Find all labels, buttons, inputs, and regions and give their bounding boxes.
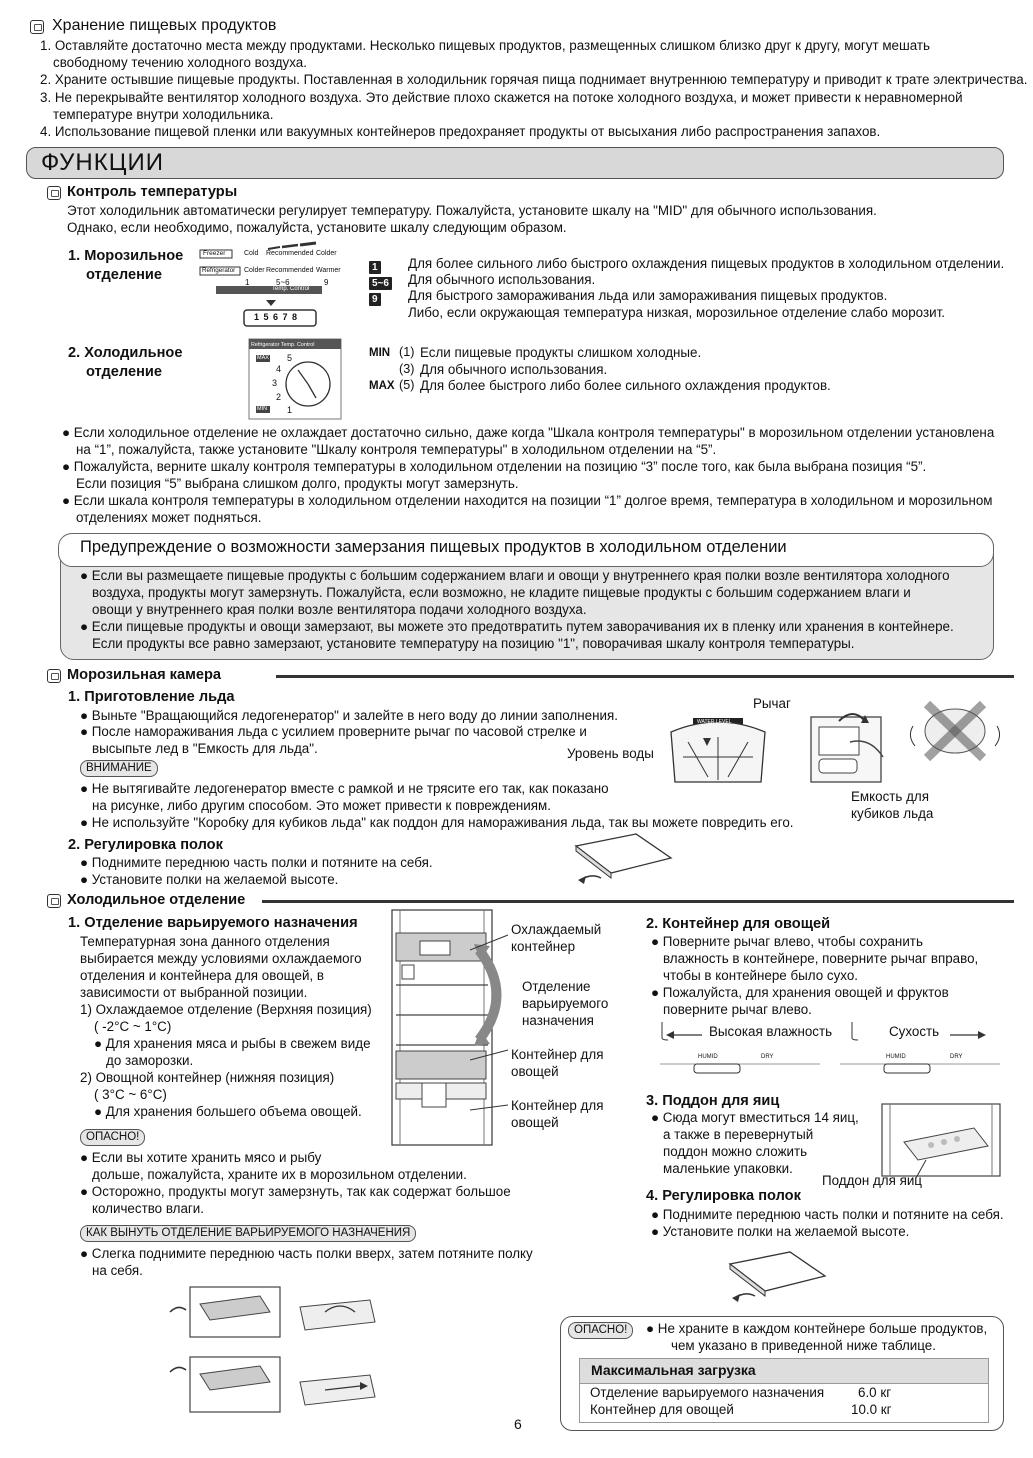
storage-line: 3. Не перекрывайте вентилятор холодного воздуха. Это действие плохо скажется на потоке холодного воздуха, и может привести к неравномерной <box>40 90 963 105</box>
variable-compartment-label: Отделение <box>522 979 591 994</box>
variable-line: зависимости от выбранной позиции. <box>80 985 308 1000</box>
variable-line: до заморозки. <box>106 1053 194 1068</box>
variable-line: ( 3°C ~ 6°C) <box>94 1087 167 1102</box>
dial-1: 1 <box>287 405 293 415</box>
load-row-value: 10.0 кг <box>851 1402 892 1417</box>
load-row-value: 6.0 кг <box>858 1385 892 1400</box>
warning-title: Предупреждение о возможности замерзания пищевых продуктов в холодильном отделении <box>80 538 787 556</box>
fridge-shelf-title: 4. Регулировка полок <box>646 1188 801 1204</box>
panel-freezer: Freezer <box>203 250 226 257</box>
temp-note: отделениях может подняться. <box>76 510 262 525</box>
ice-line: ● После намораживания льда с усилием проверните рычаг по часовой стрелке и <box>80 724 587 739</box>
temp-intro: Однако, если необходимо, пожалуйста, установите шкалу следующим образом. <box>67 220 567 235</box>
attention-tag: ВНИМАНИЕ <box>80 760 158 777</box>
section-icon <box>47 669 61 683</box>
dry-mark: DRY <box>950 1054 963 1060</box>
dry-label: Сухость <box>889 1024 940 1039</box>
remove-line: на себя. <box>92 1263 143 1278</box>
freezer-shelf-title: 2. Регулировка полок <box>68 837 223 853</box>
variable-line: отделения и контейнера для овощей, в <box>80 968 324 983</box>
panel-n56: 5~6 <box>276 278 290 287</box>
warning-line: ● Если вы размещаете пищевые продукты с большим содержанием влаги и овощи у внутреннего края полки возле вентилятора холодного <box>80 568 950 583</box>
load-row-name: Отделение варьируемого назначения <box>590 1385 825 1400</box>
freezer-text: Для обычного использования. <box>408 272 596 287</box>
label-pointers <box>470 925 510 1125</box>
ice-title: 1. Приготовление льда <box>68 689 235 705</box>
veg-line: влажность в контейнере, поверните рычаг вправо, <box>663 951 979 966</box>
fridge-shelf-line: ● Поднимите переднюю часть полки и потяните на себя. <box>651 1207 1004 1222</box>
freezer-text: Либо, если окружающая температура низкая, морозильное отделение слабо морозит. <box>408 305 945 320</box>
ice-line: ● Выньте "Вращающийся ледогенератор" и залейте в него воду до линии заполнения. <box>80 708 618 723</box>
danger-line: ● Осторожно, продукты могут замерзнуть, так как содержат большое <box>80 1184 511 1199</box>
section-rule <box>262 900 1014 903</box>
panel-tempcontrol: Temp. Control <box>272 286 310 292</box>
fridge-n3: (3) <box>399 362 415 376</box>
panel-recommended: Recommended <box>266 250 314 257</box>
cool-container-label: контейнер <box>511 939 576 954</box>
load-row-name: Контейнер для овощей <box>590 1402 734 1417</box>
panel-recommended2: Recommended <box>266 267 314 274</box>
shelf-adjust-illustration <box>566 828 676 890</box>
dial-max: MAX <box>257 355 269 361</box>
freezer-shelf-line: ● Поднимите переднюю часть полки и потяните на себя. <box>80 855 433 870</box>
warning-line: ● Если пищевые продукты и овощи замерзают, вы можете это предотвратить путем заворачивания их в пленку или хранения в контейнере. <box>80 619 954 634</box>
veg-container-label: овощей <box>511 1064 559 1079</box>
cool-container-label: Охлаждаемый <box>511 922 602 937</box>
dial-min: MIN <box>257 406 268 412</box>
load-line: ● Не храните в каждом контейнере больше продуктов, <box>646 1321 988 1336</box>
variable-compartment-label: назначения <box>522 1013 594 1028</box>
shelf-adjust-illustration <box>720 1246 830 1308</box>
lever-label: Рычаг <box>753 696 791 711</box>
variable-line: выбирается между условиями охлаждаемого <box>80 951 362 966</box>
dial-5: 5 <box>287 353 293 363</box>
fridge-text: Для более быстрого либо более сильного охлаждения продуктов. <box>420 378 831 393</box>
remove-tag: КАК ВЫНУТЬ ОТДЕЛЕНИЕ ВАРЬИРУЕМОГО НАЗНАЧЕНИЯ <box>80 1225 416 1242</box>
veg-line: чтобы в контейнере было сухо. <box>663 968 859 983</box>
egg-line: а также в перевернутый <box>663 1127 814 1142</box>
humid-mark: HUMID <box>698 1054 718 1060</box>
veg-container-label: Контейнер для <box>511 1047 604 1062</box>
egg-line: маленькие упаковки. <box>663 1161 793 1176</box>
warning-line: овощи у внутреннего края полки возле вентилятора подачи холодного воздуха. <box>92 602 587 617</box>
humid-mark: HUMID <box>886 1054 906 1060</box>
veg-line: ● Пожалуйста, для хранения овощей и фруктов <box>651 985 949 1000</box>
dial-4: 4 <box>276 364 282 374</box>
do-not-shake-illustration <box>905 686 1005 776</box>
attention-line: ● Не используйте "Коробку для кубиков льда" как поддон для намораживания льда, так вы можете повредить его. <box>80 815 794 830</box>
remove-line: ● Слегка поднимите переднюю часть полки вверх, затем потяните полку <box>80 1246 533 1261</box>
temp-note: ● Если шкала контроля температуры в холодильном отделении находится на позиции “1” долгое время, температура в холодильном и морозильном <box>62 493 993 508</box>
fridge-max: MAX <box>369 380 395 392</box>
egg-line: поддон можно сложить <box>663 1144 808 1159</box>
veg-container-label: овощей <box>511 1115 559 1130</box>
danger-tag: ОПАСНО! <box>568 1322 633 1339</box>
section-icon <box>47 894 61 908</box>
fridge-text: Если пищевые продукты слишком холодные. <box>420 345 702 360</box>
functions-header <box>26 147 1004 179</box>
storage-line: 2. Храните остывшие пищевые продукты. Поставленная в холодильник горячая пища поднимает внутреннюю температуру и приводит к трате электричества. <box>40 72 1028 87</box>
egg-line: ● Сюда могут вместиться 14 яиц, <box>651 1110 859 1125</box>
freezer-key-56: 5~6 <box>369 273 392 291</box>
panel-refrigerator: Refrigerator <box>202 267 236 274</box>
variable-line: ● Для хранения большего объема овощей. <box>94 1104 362 1119</box>
dial-3: 3 <box>272 378 278 388</box>
danger-line: ● Если вы хотите хранить мясо и рыбу <box>80 1150 322 1165</box>
fridge-shelf-line: ● Установите полки на желаемой высоте. <box>651 1224 910 1239</box>
veg-container-label: Контейнер для <box>511 1098 604 1113</box>
freezer-text: Для более сильного либо быстрого охлаждения пищевых продуктов в холодильном отделении. <box>408 256 1005 271</box>
attention-line: на рисунке, либо другим способом. Это может привести к повреждениям. <box>92 798 551 813</box>
fridge-label: 2. Холодильное <box>68 345 183 361</box>
egg-tray-illustration <box>876 1098 1006 1183</box>
temp-note: ● Пожалуйста, верните шкалу контроля температуры в холодильном отделении на позицию “3” после того, как была выбрана позиция “5”. <box>62 459 927 474</box>
temp-intro: Этот холодильник автоматически регулирует температуру. Пожалуйста, установите шкалу на "MID" для обычного использования. <box>67 203 877 218</box>
temp-note: ● Если холодильное отделение не охлаждает достаточно сильно, даже когда "Шкала контроля температуры" в морозильном отделении установлена <box>62 425 995 440</box>
temp-title: Контроль температуры <box>67 184 238 200</box>
ice-maker-lever-illustration <box>795 707 891 787</box>
panel-colder2: Colder <box>244 267 265 274</box>
fridge-n5: (5) <box>399 378 415 392</box>
dial-title: Refrigerator Temp. Control <box>251 342 315 348</box>
variable-title: 1. Отделение варьируемого назначения <box>68 915 358 931</box>
panel-n1: 1 <box>245 278 250 287</box>
max-load-title: Максимальная загрузка <box>591 1362 756 1378</box>
freezer-shelf-line: ● Установите полки на желаемой высоте. <box>80 872 339 887</box>
functions-title: ФУНКЦИИ <box>41 149 164 176</box>
warning-line: Если продукты все равно замерзают, установите температуру на позицию "1", поворачивая шкалу контроля температуры. <box>92 636 855 651</box>
panel-n9: 9 <box>324 278 329 287</box>
temp-note: на “1”, пожалуйста, также установите "Шкалу контроля температуры" в холодильном отделении на “5”. <box>76 442 717 457</box>
section-rule <box>276 675 1014 678</box>
high-humidity-label: Высокая влажность <box>709 1024 833 1039</box>
page-number: 6 <box>514 1416 522 1432</box>
fridge-n1: (1) <box>399 345 415 359</box>
storage-line: температуре внутри холодильника. <box>53 107 274 122</box>
variable-line: 2) Овощной контейнер (нижняя позиция) <box>80 1070 335 1085</box>
storage-title: Хранение пищевых продуктов <box>52 17 277 34</box>
storage-line: 4. Использование пищевой пленки или вакуумных контейнеров предохраняет продукты от высыхания либо распространения запахов. <box>40 124 881 139</box>
attention-line: ● Не вытягивайте ледогенератор вместе с рамкой и не трясите его так, как показано <box>80 781 609 796</box>
freezer-key-9: 9 <box>369 289 381 307</box>
danger-line: дольше, пожалуйста, храните их в морозильном отделении. <box>92 1167 467 1182</box>
temp-note: Если позиция “5” выбрана слишком долго, продукты могут замерзнуть. <box>76 476 519 491</box>
veg-title: 2. Контейнер для овощей <box>646 916 831 932</box>
ice-box-label: кубиков льда <box>851 806 934 821</box>
fridge-title: Холодильное отделение <box>67 892 246 908</box>
variable-line: Температурная зона данного отделения <box>80 934 330 949</box>
remove-drawer-illustration <box>160 1282 410 1422</box>
variable-line: ● Для хранения мяса и рыбы в свежем виде <box>94 1036 371 1051</box>
dry-mark: DRY <box>761 1054 774 1060</box>
dial-2: 2 <box>276 392 282 402</box>
section-icon <box>47 186 61 200</box>
freezer-label: 1. Морозильное <box>68 248 184 264</box>
panel-colder: Colder <box>316 250 337 257</box>
veg-line: ● Поверните рычаг влево, чтобы сохранить <box>651 934 923 949</box>
fridge-label: отделение <box>86 364 162 380</box>
panel-digits: 1 5 6 7 8 <box>254 312 299 322</box>
ice-line: высыпьте лед в "Емкость для льда". <box>92 741 318 756</box>
danger-line: количество влаги. <box>92 1201 204 1216</box>
ice-box-label: Емкость для <box>851 789 929 804</box>
storage-line: 1. Оставляйте достаточно места между продуктами. Несколько пищевых продуктов, размещенных слишком близко друг к другу, могут мешать <box>40 38 930 53</box>
warning-line: воздуха, продукты могут замерзнуть. Пожалуйста, если возможно, не кладите пищевые продукты с большим содержанием влаги и <box>92 585 911 600</box>
freezer-title: Морозильная камера <box>67 667 222 683</box>
panel-cold: Cold <box>244 250 259 257</box>
load-line: чем указано в приведенной ниже таблице. <box>671 1338 936 1353</box>
water-level-label: Уровень воды <box>567 746 654 761</box>
egg-title: 3. Поддон для яиц <box>646 1093 780 1109</box>
fridge-text: Для обычного использования. <box>420 362 608 377</box>
danger-tag: ОПАСНО! <box>80 1129 145 1146</box>
freezer-label: отделение <box>86 267 162 283</box>
section-icon <box>30 20 44 34</box>
fridge-min: MIN <box>369 347 391 359</box>
egg-tray-label: Поддон для яиц <box>822 1173 922 1188</box>
storage-line: свободному течению холодного воздуха. <box>53 55 307 70</box>
water-level-mark: WATER LEVEL <box>697 719 732 725</box>
variable-line: 1) Охлаждаемое отделение (Верхняя позиция) <box>80 1002 372 1017</box>
variable-compartment-label: варьируемого <box>522 996 609 1011</box>
freezer-key-1: 1 <box>369 257 381 275</box>
panel-warmer: Warmer <box>316 267 341 274</box>
freezer-text: Для быстрого замораживания льда или замораживания пищевых продуктов. <box>408 288 888 303</box>
veg-line: поверните рычаг влево. <box>663 1002 812 1017</box>
variable-line: ( -2°C ~ 1°C) <box>94 1019 172 1034</box>
